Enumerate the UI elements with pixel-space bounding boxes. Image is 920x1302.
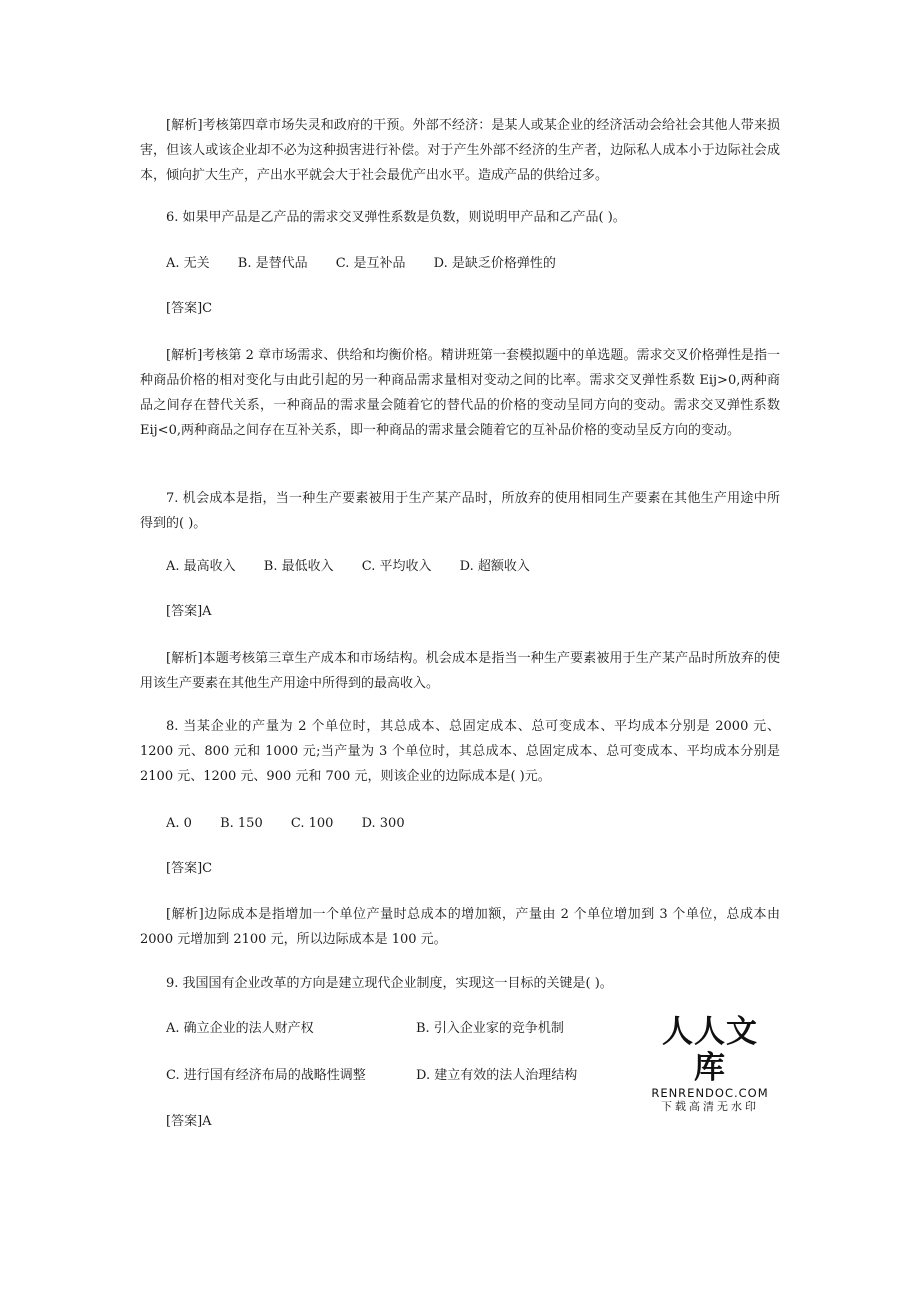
option-d: D. 超额收入 <box>459 559 530 574</box>
option-a: A. 最高收入 <box>166 559 236 574</box>
question-9: 9. 我国国有企业改革的方向是建立现代企业制度，实现这一目标的关键是( )。 <box>166 976 613 991</box>
option-a: A. 0 <box>166 816 192 831</box>
answer-q6: [答案]C <box>166 301 213 316</box>
option-d: D. 建立有效的法人治理结构 <box>416 1068 578 1083</box>
option-b: B. 是替代品 <box>237 256 308 271</box>
option-a: A. 确立企业的法人财产权 <box>166 1021 314 1036</box>
options-q7 <box>166 557 554 577</box>
option-b: B. 150 <box>220 816 263 831</box>
watermark-tagline: 下载高清无水印 <box>661 1100 759 1113</box>
option-c: C. 100 <box>290 816 334 831</box>
watermark-title: 人人文库 <box>662 1014 758 1086</box>
analysis-q5: [解析]考核第四章市场失灵和政府的干预。外部不经济：是某人或某企业的经济活动会给社会其他人带来损害，但该人或该企业却不必为这种损害进行补偿。对于产生外部不经济的生产者，边际私人成本小于边际社会成本，倾向扩大生产，产出水平就会大于社会最优产出水平。造成产品的供给过多。 <box>140 118 780 183</box>
option-c: C. 平均收入 <box>361 559 432 574</box>
answer-q7: [答案]A <box>166 604 212 619</box>
option-d: D. 是缺乏价格弹性的 <box>433 256 556 271</box>
answer-q8: [答案]C <box>166 861 213 876</box>
analysis-q6: [解析]考核第 2 章市场需求、供给和均衡价格。精讲班第一套模拟题中的单选题。需求交叉价格弹性是指一种商品价格的相对变化与由此引起的另一种商品需求量相对变动之间的比率。需求交叉弹性系数 Eij>0,两种商品之间存在替代关系，一种商品的需求量会随着它的替代品的价格的变动呈同方向的变动。需求交叉弹性系数 Eij<0,两种商品之间存在互补关系，即一种商品的需求量会随着它的互补品价格的变动呈反方向的变动。 <box>140 348 780 438</box>
analysis-q7: [解析]本题考核第三章生产成本和市场结构。机会成本是指当一种生产要素被用于生产某产品时所放弃的使用该生产要素在其他生产用途中所得到的最高收入。 <box>140 651 780 691</box>
answer-q9: [答案]A <box>166 1114 212 1129</box>
question-7: 7. 机会成本是指，当一种生产要素被用于生产某产品时，所放弃的使用相同生产要素在其他生产用途中所得到的( )。 <box>140 491 780 531</box>
option-c: C. 是互补品 <box>335 256 406 271</box>
analysis-q8: [解析]边际成本是指增加一个单位产量时总成本的增加额，产量由 2 个单位增加到 3 个单位，总成本由 2000 元增加到 2100 元，所以边际成本是 100 元。 <box>140 907 780 947</box>
option-c: C. 进行国有经济布局的战略性调整 <box>166 1068 366 1083</box>
option-d: D. 300 <box>361 816 405 831</box>
options-q6 <box>166 254 580 274</box>
watermark-logo <box>648 1014 772 1113</box>
options-q8 <box>166 814 429 834</box>
question-6: 6. 如果甲产品是乙产品的需求交叉弹性系数是负数，则说明甲产品和乙产品( )。 <box>166 210 626 225</box>
option-b: B. 引入企业家的竞争机制 <box>416 1021 564 1036</box>
option-b: B. 最低收入 <box>263 559 334 574</box>
question-8: 8. 当某企业的产量为 2 个单位时，其总成本、总固定成本、总可变成本、平均成本分别是 2000 元、1200 元、800 元和 1000 元;当产量为 3 个单位时，其总成本、总固定成本、总可变成本、平均成本分别是 2100 元、1200 元、900 元和 700 元，则该企业的边际成本是( )元。 <box>140 719 780 784</box>
watermark-url: RENRENDOC.COM <box>651 1086 769 1100</box>
option-a: A. 无关 <box>166 256 210 271</box>
